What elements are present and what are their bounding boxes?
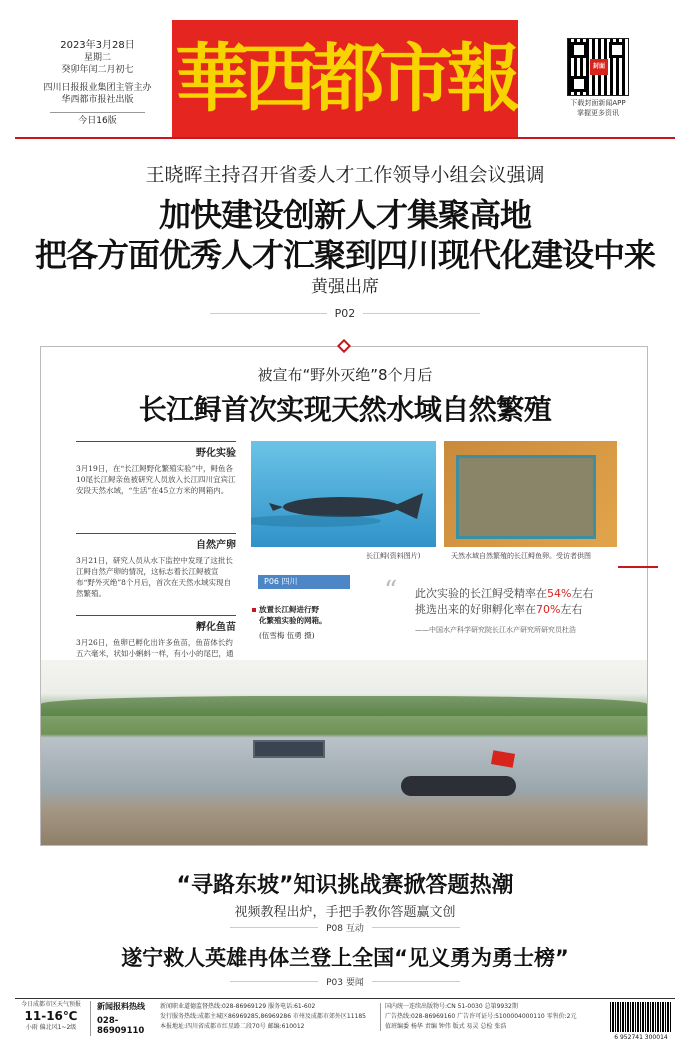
weekday: 星期二 — [83, 53, 111, 63]
red-flag-icon — [491, 750, 515, 768]
barcode — [610, 1002, 672, 1032]
barcode-number: 6 952741 300014 — [614, 1034, 668, 1041]
photo1-caption: 长江鲟(资料图片) — [366, 552, 421, 560]
section-header — [76, 533, 236, 549]
weather-desc: 小雨 偏北风1~2级 — [25, 1024, 77, 1031]
issue-date: 2023年3月28日 — [60, 40, 135, 51]
hotline-block — [90, 1001, 152, 1036]
section-text-1: 3月19日，在“长江鲟野化繁殖实验”中，鲟鱼各10尾长江鲟亲鱼被研究人员放入长江四川宜宾江安段天然水域，“生活”在45立方米的网箱内。 — [76, 464, 236, 495]
sturgeon-shape — [251, 441, 436, 547]
weather-block — [20, 1001, 82, 1032]
section-label-3: 孵化鱼苗 — [196, 622, 236, 633]
lead-page-ref[interactable]: P02 — [0, 307, 690, 320]
app-line-2: 掌握更多资讯 — [577, 109, 619, 117]
temperature: 11-16℃ — [24, 1009, 78, 1023]
hotline-number[interactable]: 028-86909110 — [97, 1016, 145, 1036]
feature-text-column — [76, 441, 236, 693]
lead-headline-2[interactable]: 把各方面优秀人才汇聚到四川现代化建设中来 — [34, 236, 655, 274]
section-label-2: 自然产卵 — [196, 540, 236, 551]
pages-today: 今日16版 — [50, 112, 145, 127]
section-header — [76, 615, 236, 631]
weather-title: 今日成都市区天气预报 — [20, 1001, 81, 1008]
app-download-text — [555, 98, 641, 118]
masthead-logo: 華西都市報 — [172, 20, 518, 138]
lunar-date: 癸卯年闰二月初七 — [61, 65, 134, 75]
feature-kicker: 被宣布“野外灭绝”8个月后 — [257, 366, 433, 384]
section-label-1: 野化实验 — [196, 448, 236, 459]
photo2-caption: 天然水域自然繁殖的长江鲟鱼卵。受访者供图 — [451, 552, 591, 560]
fish-eggs-photo[interactable] — [444, 441, 617, 547]
lead-kicker: 王晓晖主持召开省委人才工作领导小组会议强调 — [145, 164, 545, 186]
hotline-title: 新闻报料热线 — [97, 1002, 145, 1011]
page-tag-p06[interactable]: P06 四川 — [258, 575, 350, 589]
section-header — [76, 441, 236, 457]
story2-page-ref[interactable]: P08 互动 — [0, 921, 690, 934]
story2-headline[interactable]: “寻路东坡”知识挑战赛掀答题热潮 — [176, 873, 514, 898]
lead-byline: 黄强出席 — [311, 277, 379, 297]
app-line-1: 下载封面新闻APP — [570, 99, 626, 107]
quote-text: 此次实验的长江鲟受精率在54%左右 挑选出来的好卵孵化率在70%左右 — [415, 587, 594, 616]
section-text-2: 3月21日，研究人员从水下监控中发现了这批长江鲟自然产卵的情况，这标志着长江鲟被宣布“野外灭绝”8个月后，首次在天然水域实现自然繁殖。 — [76, 556, 233, 598]
tree-line — [41, 696, 647, 716]
publisher-line-2: 华西都市报社出版 — [61, 95, 134, 105]
masthead-rule — [15, 137, 675, 139]
net-cage-floating — [253, 740, 325, 758]
quote-source: ——中国水产科学研究院长江水产研究所研究员杜浩 — [415, 626, 576, 634]
river-photo[interactable] — [41, 660, 647, 845]
story2-subhead: 视频教程出炉，手把手教你答题赢文创 — [234, 905, 456, 920]
publisher-line-1: 四川日报报业集团主管主办 — [43, 83, 152, 93]
feature-headline[interactable]: 长江鲟首次实现天然水域自然繁殖 — [138, 393, 552, 426]
info-block-1: 新闻职业道德监督热线:028-86969129 服务电话:61-602 发行服务热线:成都主城区86969285,86969286 市州及成都市郊外区11185 本报地址:四川省成都市红星路二段70号 邮编:610012 — [160, 1003, 367, 1030]
lead-headline-1[interactable]: 加快建设创新人才集聚高地 — [158, 196, 531, 234]
info-block-2: 国内统一连续出版物号:CN 51-0030 总第9932期 广告热线:028-86969160 广告许可证号:5100004000110 零售价:2元 值班编委 杨华 责编 钟伟 版式 易灵 总检 张浩 — [380, 1003, 590, 1031]
story3-headline[interactable]: 遂宁救人英雄冉体兰登上全国“见义勇为勇士榜” — [121, 946, 569, 970]
footer-rule — [15, 998, 675, 999]
net-cage — [456, 455, 596, 539]
rubber-boat — [401, 776, 516, 796]
story3-page-ref[interactable]: P03 要闻 — [0, 975, 690, 988]
sturgeon-photo[interactable] — [251, 441, 436, 547]
date-block — [40, 40, 155, 127]
photo3-caption: 放置长江鲟进行野 化繁殖实验的网箱。 (伍雪梅 伍勇 摄) — [259, 605, 327, 640]
accent-rule — [618, 566, 658, 568]
quote-icon: “ — [384, 576, 398, 606]
bullet-icon — [252, 608, 256, 612]
section-text-3: 3月26日，鱼卵已孵化出许多鱼苗，鱼苗体长约五六毫米，状如小蝌蚪一样，有小小的尾巴，通 — [76, 638, 234, 658]
qr-logo: 封面 — [590, 59, 608, 75]
qr-code[interactable] — [567, 38, 629, 96]
